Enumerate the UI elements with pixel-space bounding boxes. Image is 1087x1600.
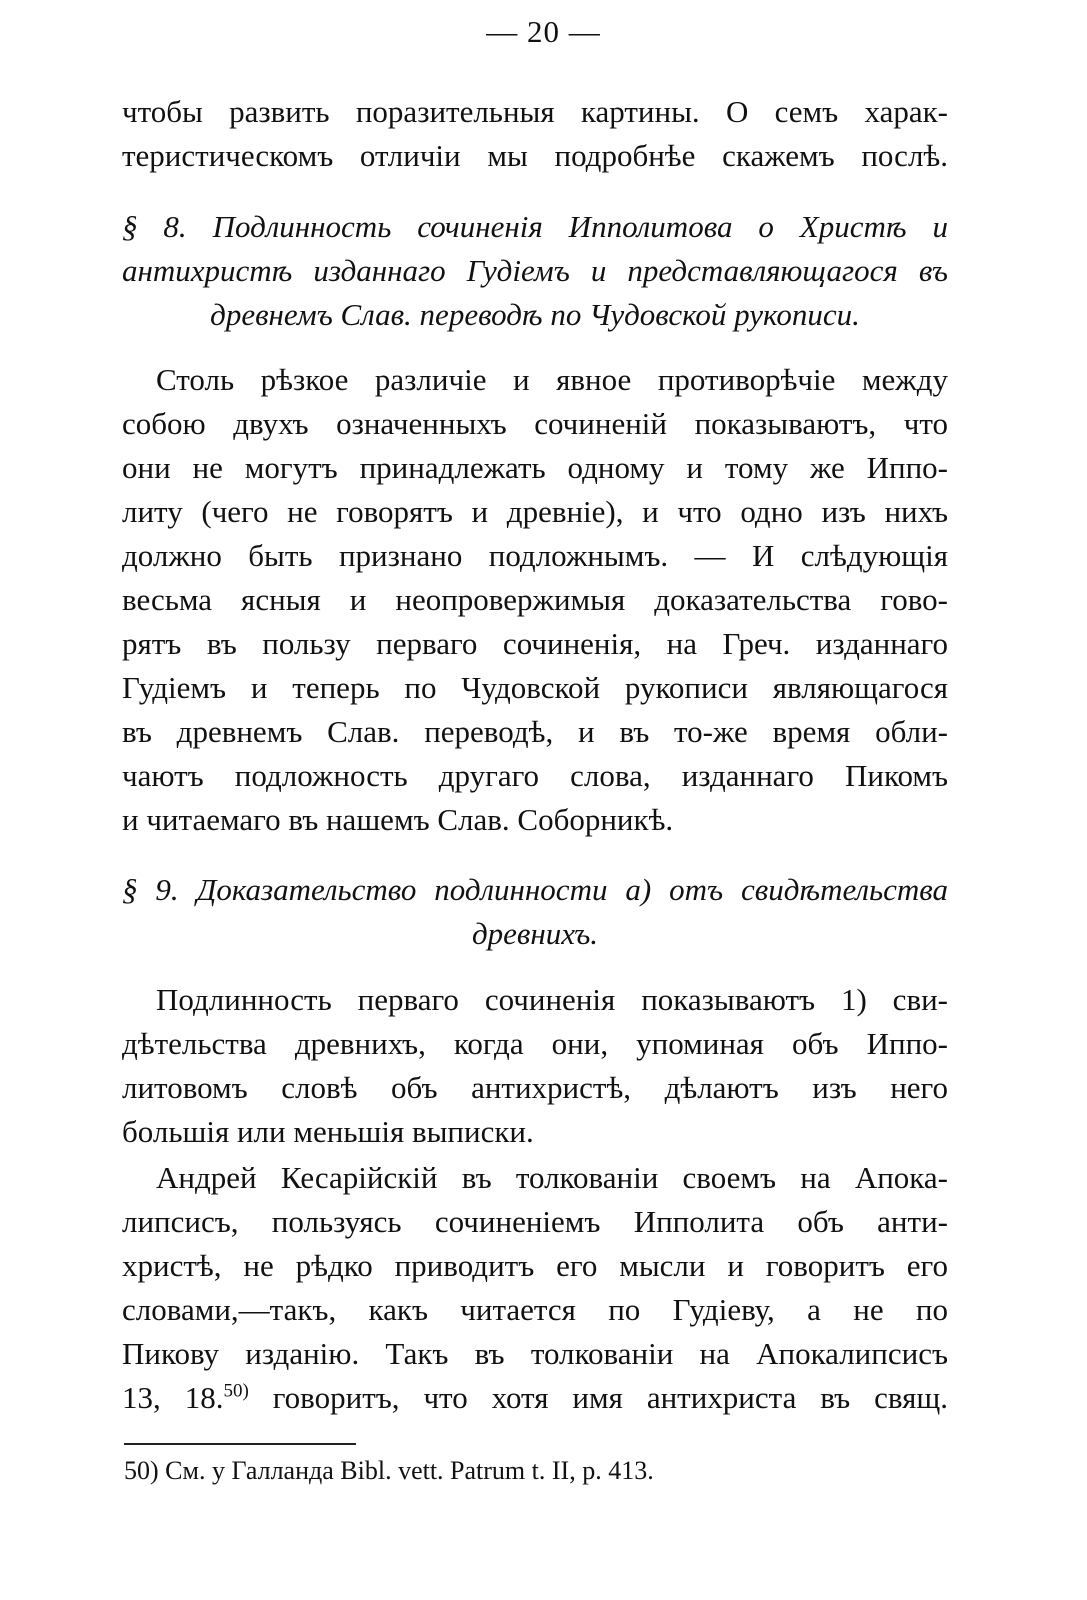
page-number: — 20 — (486, 14, 601, 49)
footnote: 50) См. у Галланда Bibl. vett. Patrum t. II, p. 413. (124, 1456, 654, 1485)
last-line-start: 13, 18. (122, 1380, 224, 1415)
text-line: теристическомъ отличіи мы подробнѣе скажемъ послѣ. (122, 138, 948, 173)
text-line: дѣтельства древнихъ, когда они, упоминая объ Иппо- (122, 1026, 948, 1061)
text-line: большія или меньшія выписки. (122, 1114, 534, 1149)
text-line: словами,—такъ, какъ читается по Гудіеву, а не по (122, 1292, 948, 1327)
text-line: рятъ въ пользу перваго сочиненія, на Греч. изданнаго (122, 626, 948, 661)
text-line: Пикову изданію. Такъ въ толкованіи на Апокалипсисъ (122, 1336, 948, 1371)
section-heading-line: древнемъ Слав. переводѣ по Чудовской рукописи. (210, 297, 860, 332)
text-line: въ древнемъ Слав. переводѣ, и въ то-же время обли- (122, 714, 948, 749)
text-line-with-footnote-ref (122, 1376, 948, 1420)
footnote-reference: 50) (223, 1380, 249, 1402)
text-line: Подлинность перваго сочиненія показываютъ 1) сви- (156, 982, 948, 1017)
section-heading-line: § 8. Подлинность сочиненія Ипполитова о Христѣ и (122, 209, 948, 244)
text-line: Столь рѣзкое различіе и явное противорѣчіе между (156, 362, 948, 397)
text-line: литовомъ словѣ объ антихристѣ, дѣлаютъ изъ него (122, 1070, 948, 1105)
text-line: христѣ, не рѣдко приводитъ его мысли и говоритъ его (122, 1248, 948, 1283)
text-line: и читаемаго въ нашемъ Слав. Соборникѣ. (122, 802, 674, 837)
footnote-separator (124, 1443, 356, 1445)
text-line: Андрей Кесарійскій въ толкованіи своемъ на Апока- (156, 1160, 948, 1195)
section-heading-line: древнихъ. (471, 916, 599, 951)
section-heading-line: антихристѣ изданнаго Гудіемъ и представляющагося въ (122, 253, 948, 288)
text-line: должно быть признано подложнымъ. — И слѣдующія (122, 538, 948, 573)
text-line: чтобы развить поразительныя картины. О семъ харак- (122, 94, 948, 129)
text-line: Гудіемъ и теперь по Чудовской рукописи являющагося (122, 670, 948, 705)
section-heading-line: § 9. Доказательство подлинности а) отъ свидѣтельства (122, 872, 948, 907)
text-line: весьма ясныя и неопровержимыя доказательства гово- (122, 582, 948, 617)
text-line: липсисъ, пользуясь сочиненіемъ Ипполита объ анти- (122, 1204, 948, 1239)
text-line: собою двухъ означенныхъ сочиненій показываютъ, что (122, 406, 948, 441)
text-line: литу (чего не говорятъ и древніе), и что одно изъ нихъ (122, 494, 948, 529)
text-line: они не могутъ принадлежать одному и тому же Иппо- (122, 450, 948, 485)
text-line: чаютъ подложность другаго слова, изданнаго Пикомъ (122, 758, 948, 793)
last-line-end: говоритъ, что хотя имя антихриста въ свящ. (248, 1380, 948, 1415)
